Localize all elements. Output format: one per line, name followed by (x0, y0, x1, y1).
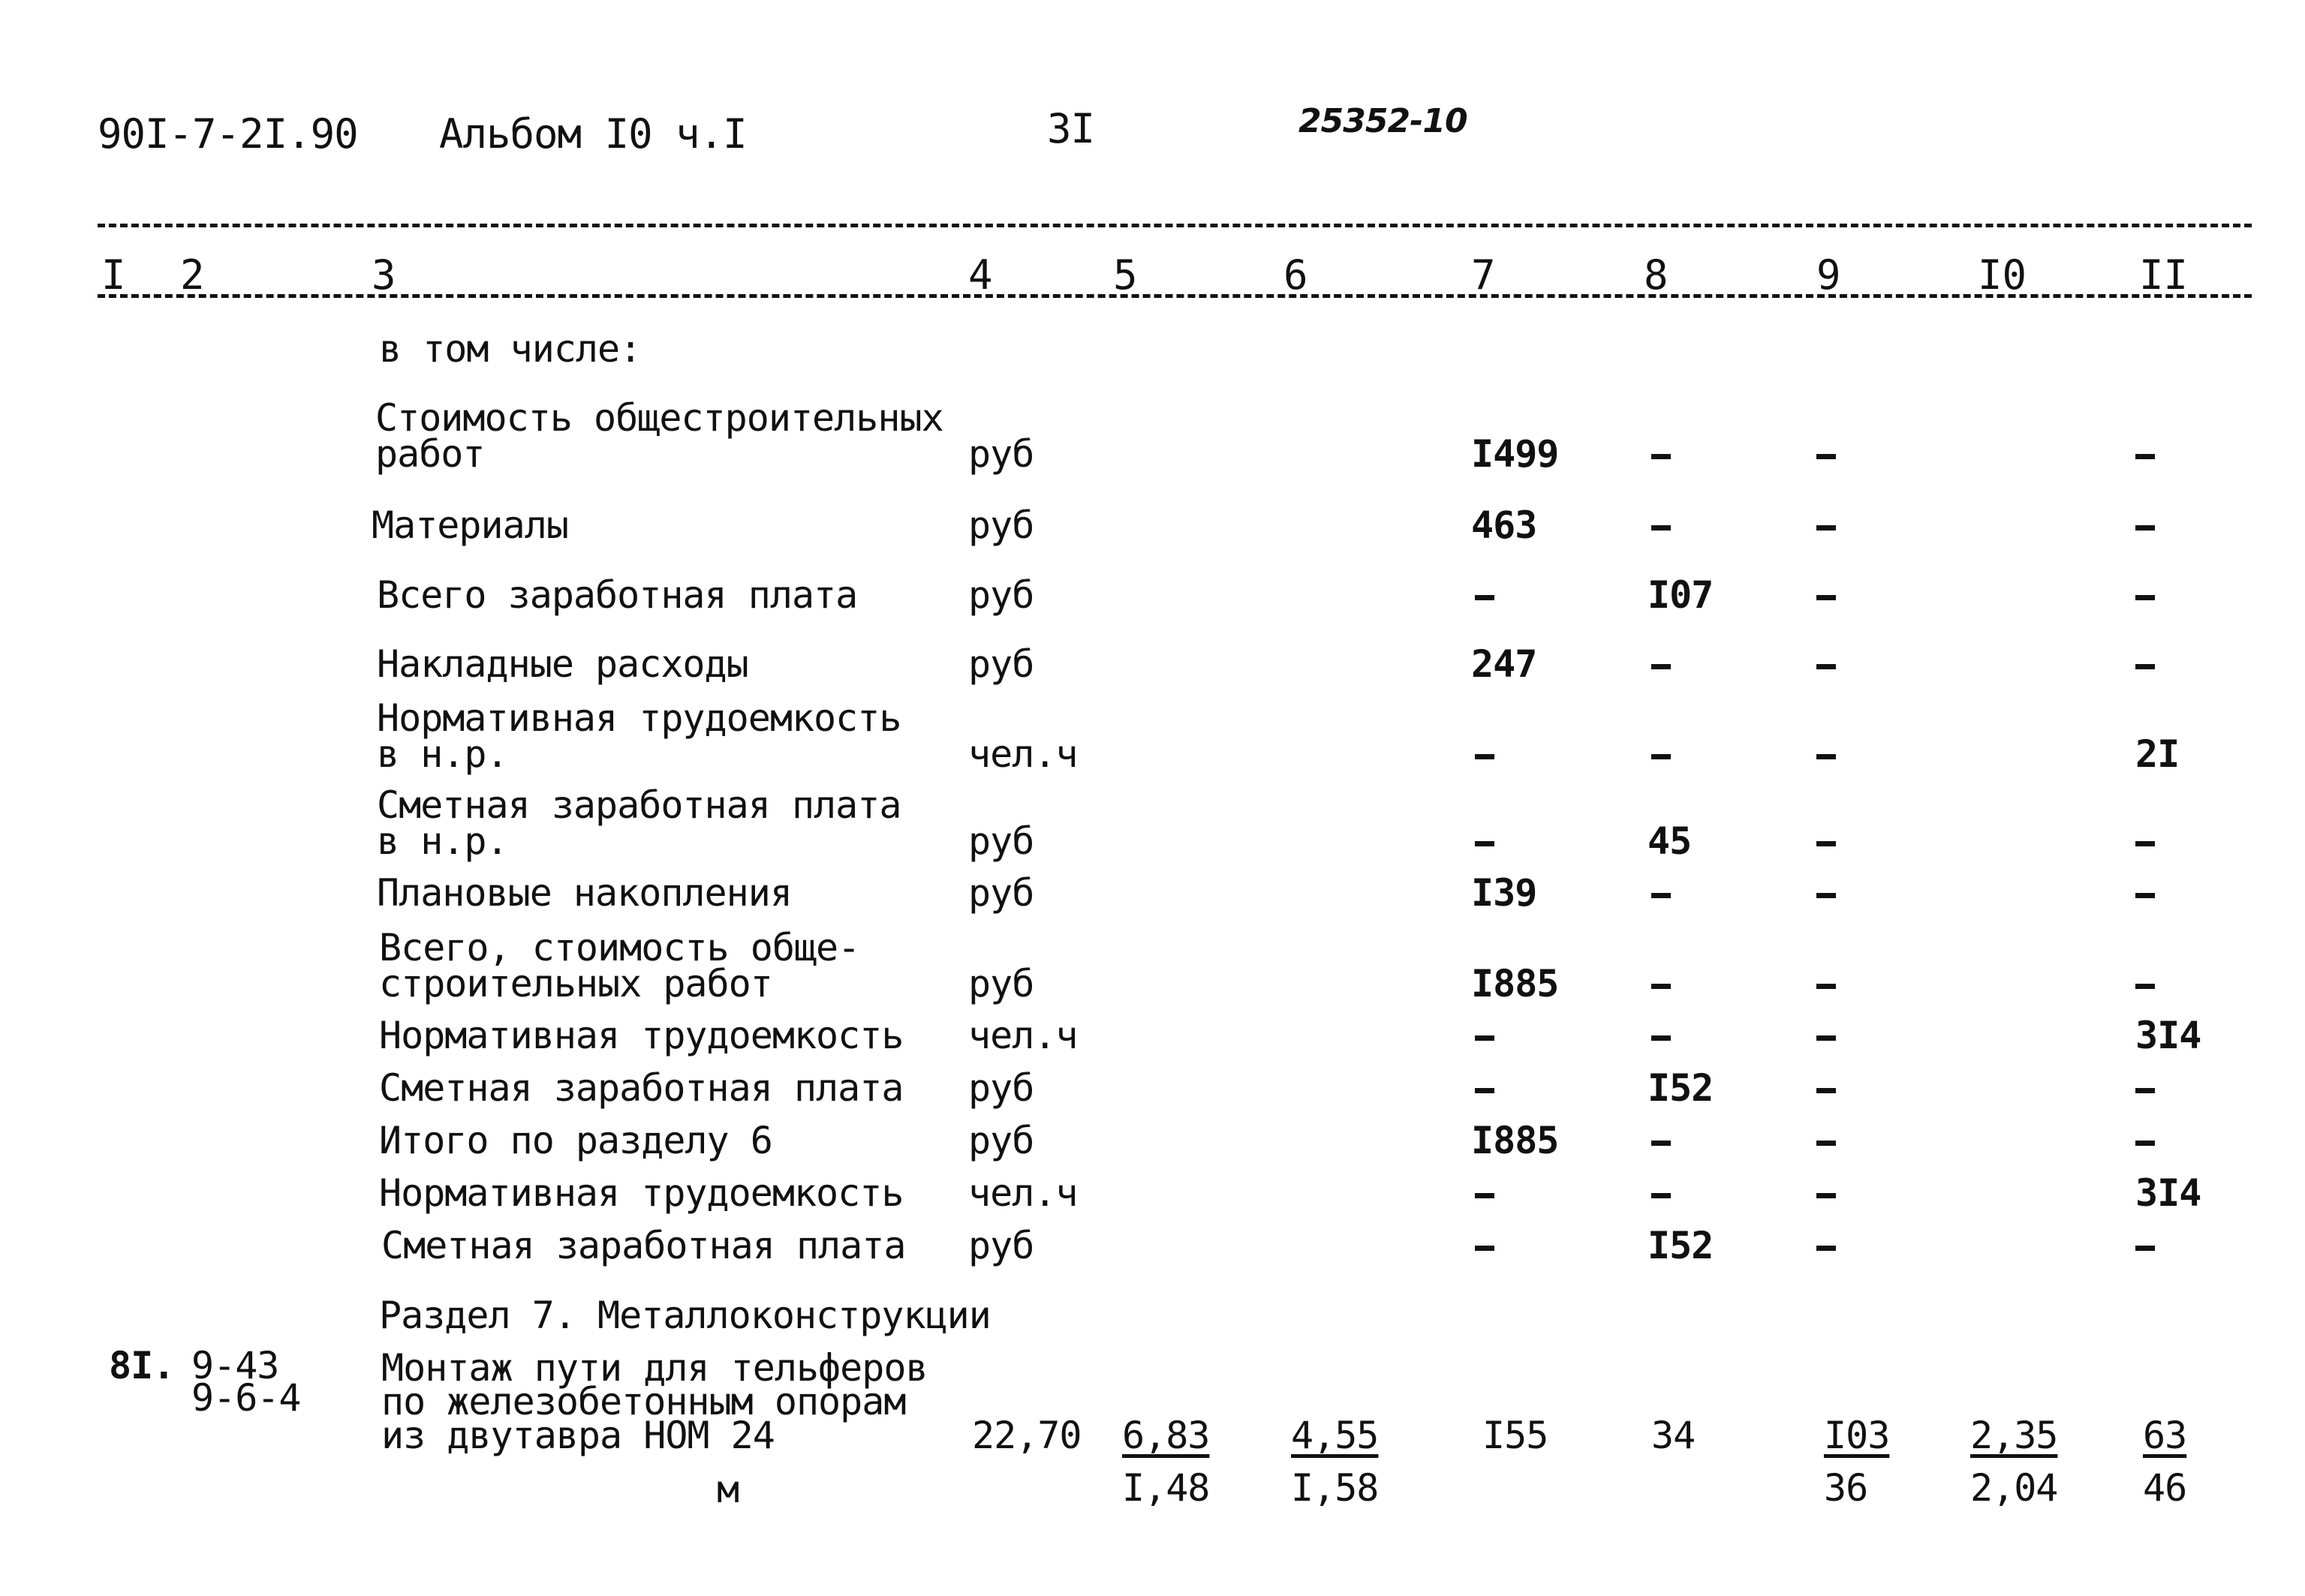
dash-mark (1816, 1141, 1836, 1146)
dash-mark (2135, 1246, 2155, 1251)
cell-col7 (1475, 576, 1494, 614)
dash-mark (1651, 893, 1671, 898)
cell-col11 (2135, 506, 2155, 544)
column-header-dashed-rule (98, 294, 2252, 298)
column-number: 3 (372, 251, 396, 299)
dash-mark (1475, 1035, 1494, 1041)
cell-col9-top: I03 (1824, 1414, 1890, 1457)
cell-col11: 3I4 (2135, 1171, 2201, 1215)
row-label: из двутавра НОМ 24 (381, 1414, 775, 1457)
cell-col11-bottom: 46 (2143, 1466, 2187, 1510)
dash-mark (1816, 525, 1836, 530)
cell-col8: 34 (1651, 1414, 1696, 1457)
cell-col9 (1816, 435, 1836, 473)
cell-col7 (1475, 822, 1494, 860)
row-label: Сметная заработная плата (377, 783, 901, 827)
album-label: Альбом I0 ч.I (439, 110, 747, 158)
row-label: в н.р. (377, 819, 508, 863)
cell-col9 (1816, 874, 1836, 912)
row-label: Стоимость общестроительных (375, 396, 943, 440)
cell-col11 (2135, 965, 2155, 1002)
dash-mark (1475, 1088, 1494, 1093)
row-label: строительных работ (379, 962, 772, 1005)
dash-mark (2135, 1088, 2155, 1093)
column-number: 4 (968, 251, 993, 299)
column-number: 5 (1113, 251, 1138, 299)
section-title: Раздел 7. Металлоконструкции (379, 1294, 991, 1337)
document-code: 90I-7-2I.90 (98, 110, 358, 158)
cell-col7: 247 (1471, 642, 1537, 686)
cell-col7: I885 (1471, 1119, 1559, 1162)
row-label: Монтаж пути для тельферов (381, 1346, 928, 1390)
dash-mark (1651, 525, 1671, 530)
dash-mark (1651, 754, 1671, 759)
unit-cell: руб (968, 819, 1034, 863)
dash-mark (2135, 454, 2155, 459)
dash-mark (1816, 754, 1836, 759)
row-label: Всего, стоимость обще- (379, 926, 860, 969)
cell-col11 (2135, 822, 2155, 860)
row-label: Материалы (372, 503, 568, 547)
cell-col9 (1816, 506, 1836, 544)
column-number: 6 (1283, 251, 1308, 299)
dash-mark (1816, 664, 1836, 669)
cell-col9 (1816, 822, 1836, 860)
dash-mark (1816, 1035, 1836, 1041)
cell-col7: I39 (1471, 871, 1537, 915)
dash-mark (1475, 595, 1494, 600)
unit-cell: руб (968, 1119, 1034, 1162)
unit-cell: чел.ч (968, 732, 1078, 776)
cell-col10-bottom: 2,04 (1970, 1466, 2058, 1510)
cell-col9 (1816, 1069, 1836, 1107)
unit-cell: м (717, 1468, 739, 1511)
cell-col6-top: 4,55 (1291, 1414, 1379, 1457)
cell-col7: I55 (1482, 1414, 1548, 1457)
column-number: 7 (1471, 251, 1496, 299)
dash-mark (1651, 1035, 1671, 1041)
dash-mark (1651, 1141, 1671, 1146)
cell-col11 (2135, 874, 2155, 912)
dash-mark (1651, 664, 1671, 669)
cell-col5-top: 6,83 (1122, 1414, 1210, 1457)
dash-mark (2135, 984, 2155, 989)
cell-col11 (2135, 1069, 2155, 1107)
dash-mark (1816, 984, 1836, 989)
cell-col8: I07 (1648, 573, 1714, 617)
cell-col9-bottom: 36 (1824, 1466, 1868, 1510)
dash-mark (2135, 1141, 2155, 1146)
row-label: Накладные расходы (377, 642, 748, 686)
item-number: 8I. (109, 1344, 175, 1387)
cell-col7 (1475, 1069, 1494, 1107)
cell-col11 (2135, 576, 2155, 614)
cell-col11 (2135, 645, 2155, 683)
cell-col8 (1651, 735, 1671, 773)
column-number: II (2139, 251, 2189, 299)
cell-col11: 2I (2135, 732, 2180, 776)
unit-cell: руб (968, 871, 1034, 915)
dash-mark (2135, 595, 2155, 600)
unit-cell: чел.ч (968, 1014, 1078, 1057)
cell-col7: I885 (1471, 962, 1559, 1005)
cell-col8 (1651, 965, 1671, 1002)
row-label: работ (375, 432, 485, 476)
dash-mark (1816, 1088, 1836, 1093)
row-label: Сметная заработная плата (381, 1224, 906, 1267)
cell-col7: I499 (1471, 432, 1559, 476)
cell-col9 (1816, 576, 1836, 614)
dash-mark (1475, 1246, 1494, 1251)
unit-cell: руб (968, 503, 1034, 547)
cell-col8: I52 (1648, 1224, 1714, 1267)
dash-mark (1651, 454, 1671, 459)
cell-col11 (2135, 1227, 2155, 1264)
row-label: Плановые накопления (377, 871, 792, 915)
cell-col9 (1816, 965, 1836, 1002)
cell-col7 (1475, 1227, 1494, 1264)
row-label: в н.р. (377, 732, 508, 776)
column-number: I (101, 251, 126, 299)
cell-col11: 3I4 (2135, 1014, 2201, 1057)
cell-col11-top: 63 (2143, 1414, 2187, 1457)
row-label: Всего заработная плата (377, 573, 858, 617)
unit-cell: руб (968, 432, 1034, 476)
dash-mark (1651, 984, 1671, 989)
row-label: Нормативная трудоемкость (379, 1014, 904, 1057)
cell-col7 (1475, 1017, 1494, 1054)
dash-mark (2135, 664, 2155, 669)
unit-cell: чел.ч (968, 1171, 1078, 1215)
dash-mark (2135, 893, 2155, 898)
row-label: Итого по разделу 6 (379, 1119, 772, 1162)
dash-mark (1816, 454, 1836, 459)
column-number: 8 (1644, 251, 1669, 299)
row-label: Сметная заработная плата (379, 1066, 904, 1110)
cell-col8 (1651, 506, 1671, 544)
row-label: Нормативная трудоемкость (377, 696, 901, 740)
column-number: 2 (180, 251, 205, 299)
dash-mark (1475, 754, 1494, 759)
dash-mark (1651, 1193, 1671, 1198)
unit-cell: руб (968, 1224, 1034, 1267)
page-number: 3I (1047, 105, 1095, 152)
cell-col11 (2135, 435, 2155, 473)
dash-mark (1816, 1193, 1836, 1198)
unit-cell: руб (968, 642, 1034, 686)
unit-cell: руб (968, 1066, 1034, 1110)
dash-mark (2135, 841, 2155, 846)
cell-col4: 22,70 (972, 1414, 1082, 1457)
cell-col9 (1816, 645, 1836, 683)
cell-col9 (1816, 1017, 1836, 1054)
cell-col10-top: 2,35 (1970, 1414, 2058, 1457)
row-label: Нормативная трудоемкость (379, 1171, 904, 1215)
item-code: 9-43 (191, 1344, 279, 1387)
row-label: по железобетонным опорам (381, 1380, 906, 1423)
cell-col9 (1816, 1122, 1836, 1159)
dash-mark (2135, 525, 2155, 530)
cell-col8 (1651, 645, 1671, 683)
unit-cell: руб (968, 962, 1034, 1005)
cell-col7: 463 (1471, 503, 1537, 547)
cell-col9 (1816, 735, 1836, 773)
top-dashed-rule (98, 224, 2252, 227)
column-number: 9 (1816, 251, 1841, 299)
dash-mark (1475, 1193, 1494, 1198)
cell-col9 (1816, 1227, 1836, 1264)
unit-cell: руб (968, 573, 1034, 617)
cell-col8 (1651, 435, 1671, 473)
row-label: в том числе: (379, 327, 642, 371)
cell-col11 (2135, 1122, 2155, 1159)
cell-col7 (1475, 735, 1494, 773)
cell-col8: I52 (1648, 1066, 1714, 1110)
cell-col9 (1816, 1174, 1836, 1212)
dash-mark (1816, 1246, 1836, 1251)
cell-col8 (1651, 1122, 1671, 1159)
column-number: I0 (1978, 251, 2027, 299)
cell-col5-bottom: I,48 (1122, 1466, 1210, 1510)
item-code: 9-6-4 (191, 1376, 301, 1420)
cell-col6-bottom: I,58 (1291, 1466, 1379, 1510)
cell-col7 (1475, 1174, 1494, 1212)
cell-col8: 45 (1648, 819, 1692, 863)
handwritten-stamp: 25352-10 (1298, 102, 1467, 140)
cell-col8 (1651, 874, 1671, 912)
dash-mark (1816, 893, 1836, 898)
cell-col8 (1651, 1017, 1671, 1054)
dash-mark (1816, 841, 1836, 846)
dash-mark (1816, 595, 1836, 600)
cell-col8 (1651, 1174, 1671, 1212)
dash-mark (1475, 841, 1494, 846)
